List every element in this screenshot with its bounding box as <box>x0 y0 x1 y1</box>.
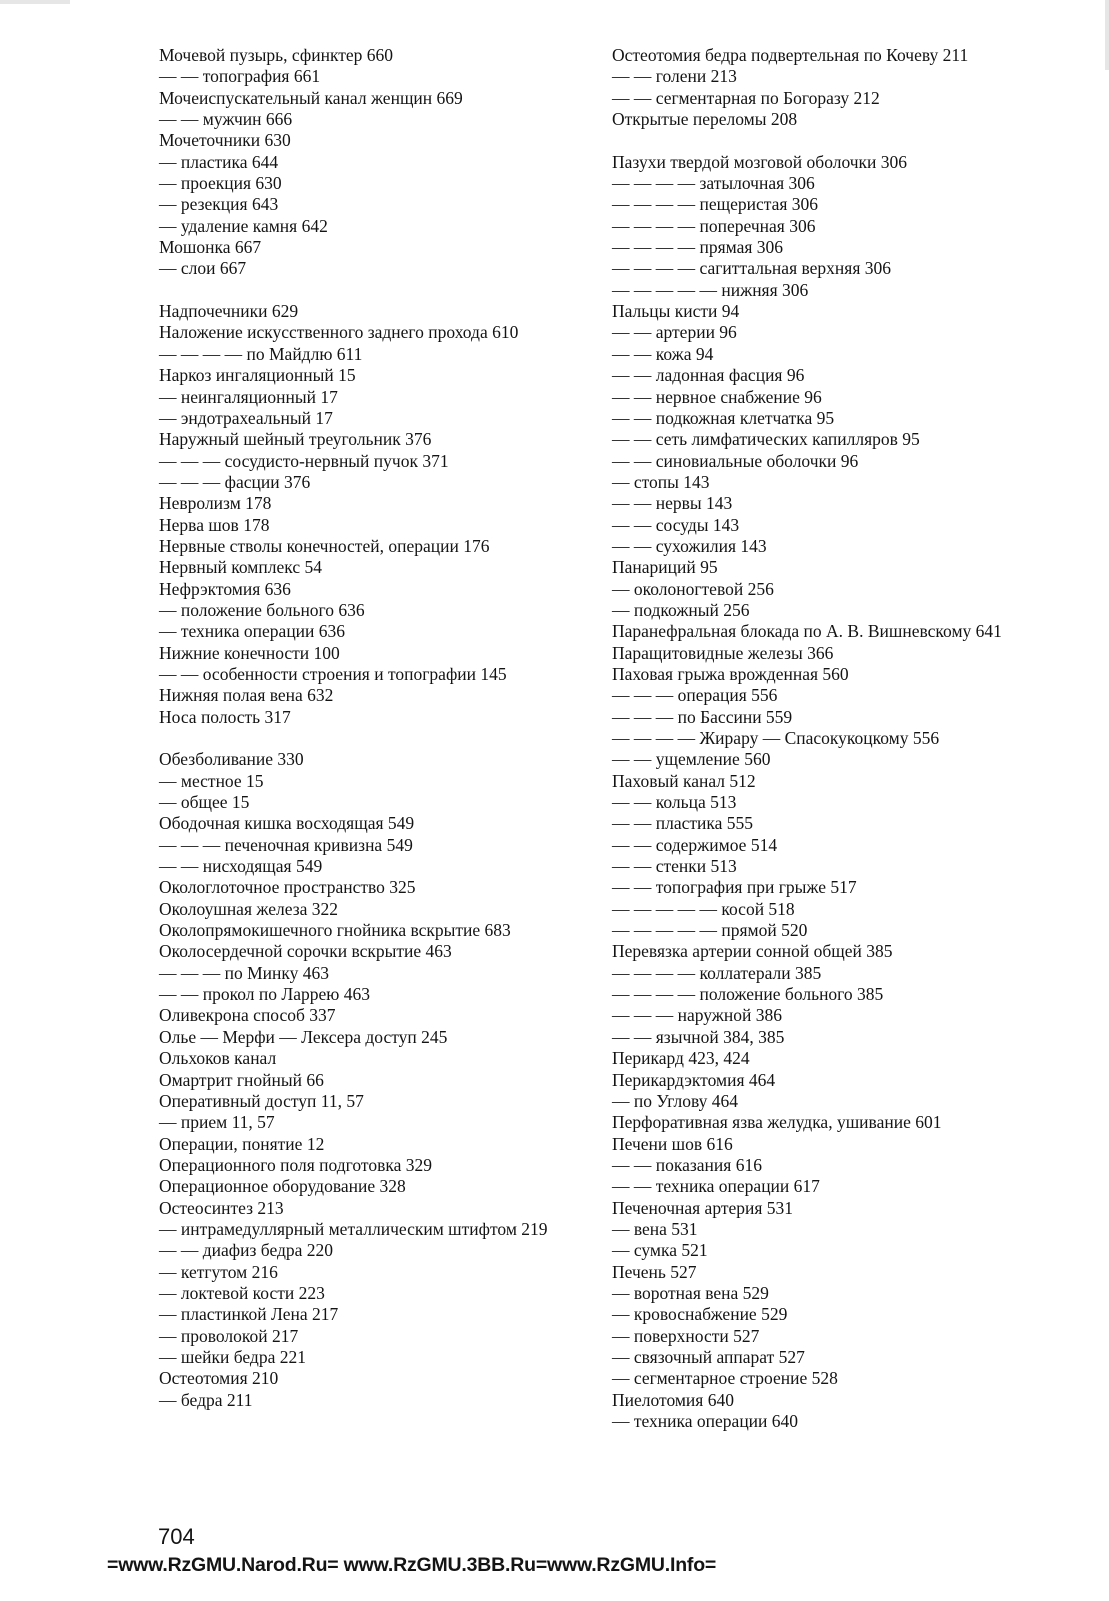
index-entry: — поверхности 527 <box>612 1325 760 1346</box>
index-entry: — проекция 630 <box>159 173 282 194</box>
index-entry: — — диафиз бедра 220 <box>159 1240 334 1261</box>
index-entry: — связочный аппарат 527 <box>612 1346 805 1367</box>
index-entry: — удаление камня 642 <box>159 215 328 236</box>
index-entry: — — артерии 96 <box>612 322 737 343</box>
index-entry: — — — — пещеристая 306 <box>612 194 819 215</box>
index-entry: Нервный комплекс 54 <box>159 557 322 578</box>
index-entry: — — — наружной 386 <box>612 1005 782 1026</box>
index-column-left <box>159 45 579 1411</box>
index-entry: — околоногтевой 256 <box>612 578 774 599</box>
index-entry: Наложение искусственного заднего прохода 610 <box>159 322 519 343</box>
index-entry: — интрамедуллярный металлическим штифтом 219 <box>159 1218 548 1239</box>
index-entry: Печень 527 <box>612 1261 697 1282</box>
index-entry: Операции, понятие 12 <box>159 1133 325 1154</box>
index-entry: Панариций 95 <box>612 557 718 578</box>
index-entry: — техника операции 636 <box>159 621 346 642</box>
index-entry: Перфоративная язва желудка, ушивание 601 <box>612 1112 942 1133</box>
index-entry: — вена 531 <box>612 1218 698 1239</box>
index-entry: Носа полость 317 <box>159 706 291 727</box>
index-entry: — — — — поперечная 306 <box>612 215 816 236</box>
index-entry: — — — — Жирару — Спасокукоцкому 556 <box>612 728 940 748</box>
index-entry: — — язычной 384, 385 <box>612 1026 785 1047</box>
index-entry: Нервные стволы конечностей, операции 176 <box>159 535 490 556</box>
index-entry: — эндотрахеальный 17 <box>159 407 333 428</box>
index-entry: Печени шов 616 <box>612 1133 733 1154</box>
index-entry: — — кольца 513 <box>612 792 737 813</box>
index-entry: — — содержимое 514 <box>612 834 778 855</box>
index-entry: — сумка 521 <box>612 1240 708 1261</box>
index-entry: — — мужчин 666 <box>159 109 293 130</box>
index-entry: Остеосинтез 213 <box>159 1197 284 1218</box>
index-entry: — техника операции 640 <box>612 1411 799 1431</box>
index-entry: — — подкожная клетчатка 95 <box>612 407 835 428</box>
index-entry: Паховая грыжа врожденная 560 <box>612 663 849 684</box>
index-entry: — — нервы 143 <box>612 493 733 514</box>
index-entry: Околосердечной сорочки вскрытие 463 <box>159 941 452 962</box>
index-entry: Мошонка 667 <box>159 237 262 258</box>
index-entry: Остеотомия бедра подвертельная по Кочеву 211 <box>612 45 969 65</box>
index-entry: — — прокол по Ларрею 463 <box>159 984 370 1005</box>
index-entry: — — ущемление 560 <box>612 749 771 770</box>
index-entry: — местное 15 <box>159 770 264 791</box>
index-entry: Обезболивание 330 <box>159 749 304 770</box>
index-entry: Надпочечники 629 <box>159 301 299 322</box>
index-entry: — — — — — прямой 520 <box>612 920 808 941</box>
index-entry: — — техника операции 617 <box>612 1176 820 1197</box>
index-entry: — шейки бедра 221 <box>159 1346 306 1367</box>
index-entry: Паховый канал 512 <box>612 770 756 791</box>
index-entry: — положение больного 636 <box>159 599 365 620</box>
index-entry: Наружный шейный треугольник 376 <box>159 429 432 450</box>
index-entry: — резекция 643 <box>159 194 279 215</box>
index-entry: Ободочная кишка восходящая 549 <box>159 813 415 834</box>
index-entry: — — нервное снабжение 96 <box>612 386 822 407</box>
index-entry: Нерва шов 178 <box>159 514 270 535</box>
index-entry: — — — — затылочная 306 <box>612 173 815 194</box>
index-entry: — кровоснабжение 529 <box>612 1304 788 1325</box>
index-entry: — — — — сагиттальная верхняя 306 <box>612 258 892 279</box>
index-entry: — — — фасции 376 <box>159 471 311 492</box>
index-entry: — — — сосудисто-нервный пучок 371 <box>159 450 449 471</box>
index-entry: — — особенности строения и топографии 145 <box>159 663 507 684</box>
index-entry: — — — по Минку 463 <box>159 962 330 983</box>
index-entry: — — кожа 94 <box>612 343 714 364</box>
index-entry: Операционное оборудование 328 <box>159 1176 406 1197</box>
index-entry: Пиелотомия 640 <box>612 1389 734 1410</box>
index-entry: — — — — коллатерали 385 <box>612 962 822 983</box>
index-entry: — пластика 644 <box>159 151 279 172</box>
index-entry: Операционного поля подготовка 329 <box>159 1154 432 1175</box>
index-entry: — — — по Бассини 559 <box>612 706 793 727</box>
index-entry: Оперативный доступ 11, 57 <box>159 1090 364 1111</box>
index-entry: Невролизм 178 <box>159 493 272 514</box>
index-entry: — пластинкой Лена 217 <box>159 1304 339 1325</box>
index-entry: Остеотомия 210 <box>159 1368 279 1389</box>
index-column-right <box>612 45 1032 1432</box>
index-entry: — — топография при грыже 517 <box>612 877 857 898</box>
index-entry: Наркоз ингаляционный 15 <box>159 365 356 386</box>
index-entry: — локтевой кости 223 <box>159 1282 325 1303</box>
index-entry: — бедра 211 <box>159 1389 253 1410</box>
index-entry: Открытые переломы 208 <box>612 109 798 130</box>
index-entry: — неингаляционный 17 <box>159 386 338 407</box>
index-entry: — по Углову 464 <box>612 1090 739 1111</box>
index-entry: Окологлоточное пространство 325 <box>159 877 416 898</box>
page-number: 704 <box>158 1524 195 1549</box>
index-entry: — — стенки 513 <box>612 856 737 877</box>
index-entry: — воротная вена 529 <box>612 1282 769 1303</box>
index-entry: — проволокой 217 <box>159 1325 299 1346</box>
index-entry: — подкожный 256 <box>612 599 750 620</box>
index-entry: — — — — — нижняя 306 <box>612 279 809 300</box>
index-entry: Омартрит гнойный 66 <box>159 1069 324 1090</box>
section-gap <box>612 130 1032 151</box>
scan-edge-mark <box>0 0 70 4</box>
index-entry: Ольхоков канал <box>159 1048 277 1069</box>
section-gap <box>159 728 579 749</box>
scan-edge-mark <box>1105 0 1109 70</box>
index-entry: — — — — положение больного 385 <box>612 984 884 1005</box>
index-entry: Пазухи твердой мозговой оболочки 306 <box>612 151 908 172</box>
index-entry: — — нисходящая 549 <box>159 856 323 877</box>
index-entry: — — ладонная фасция 96 <box>612 365 805 386</box>
index-entry: — сегментарное строение 528 <box>612 1368 838 1389</box>
index-entry: Пальцы кисти 94 <box>612 301 740 322</box>
index-entry: — — сухожилия 143 <box>612 535 767 556</box>
index-entry: — — — — прямая 306 <box>612 237 784 258</box>
index-entry: — стопы 143 <box>612 471 710 492</box>
index-entry: Нижняя полая вена 632 <box>159 685 334 706</box>
index-entry: Мочеиспускательный канал женщин 669 <box>159 87 463 108</box>
footer-watermark: =www.RzGMU.Narod.Ru= www.RzGMU.3BB.Ru=www.RzGMU.Info= <box>107 1554 717 1576</box>
index-entry: — кетгутом 216 <box>159 1261 278 1282</box>
index-entry: — — синовиальные оболочки 96 <box>612 450 859 471</box>
index-entry: — — сеть лимфатических капилляров 95 <box>612 429 920 450</box>
index-entry: — — — печеночная кривизна 549 <box>159 834 413 855</box>
index-entry: Нижние конечности 100 <box>159 642 340 663</box>
index-entry: Околопрямокишечного гнойника вскрытие 683 <box>159 920 511 941</box>
index-entry: — общее 15 <box>159 792 250 813</box>
index-entry: Нефрэктомия 636 <box>159 578 291 599</box>
index-entry: — — показания 616 <box>612 1154 762 1175</box>
index-entry: Мочевой пузырь, сфинктер 660 <box>159 45 394 65</box>
index-entry: Оливекрона способ 337 <box>159 1005 336 1026</box>
index-entry: Околоушная железа 322 <box>159 898 339 919</box>
index-entry: — — сосуды 143 <box>612 514 740 535</box>
index-entry: Перевязка артерии сонной общей 385 <box>612 941 893 962</box>
index-entry: — — топография 661 <box>159 66 321 87</box>
index-entry: Перикард 423, 424 <box>612 1048 750 1069</box>
index-entry: — — — операция 556 <box>612 685 778 706</box>
index-entry: Мочеточники 630 <box>159 130 291 151</box>
index-entry: — слои 667 <box>159 258 247 279</box>
index-entry: Перикардэктомия 464 <box>612 1069 776 1090</box>
index-entry: — прием 11, 57 <box>159 1112 275 1133</box>
index-entry: — — голени 213 <box>612 66 737 87</box>
index-entry: — — пластика 555 <box>612 813 754 834</box>
index-entry: Олье — Мерфи — Лексера доступ 245 <box>159 1026 448 1047</box>
index-entry: — — сегментарная по Богоразу 212 <box>612 87 880 108</box>
index-entry: Паранефральная блокада по А. В. Вишневскому 641 <box>612 621 1002 642</box>
index-entry: Печеночная артерия 531 <box>612 1197 794 1218</box>
index-entry: — — — — по Майдлю 611 <box>159 343 363 364</box>
section-gap <box>159 280 579 301</box>
index-entry: Паращитовидные железы 366 <box>612 642 834 663</box>
index-entry: — — — — — косой 518 <box>612 898 795 919</box>
